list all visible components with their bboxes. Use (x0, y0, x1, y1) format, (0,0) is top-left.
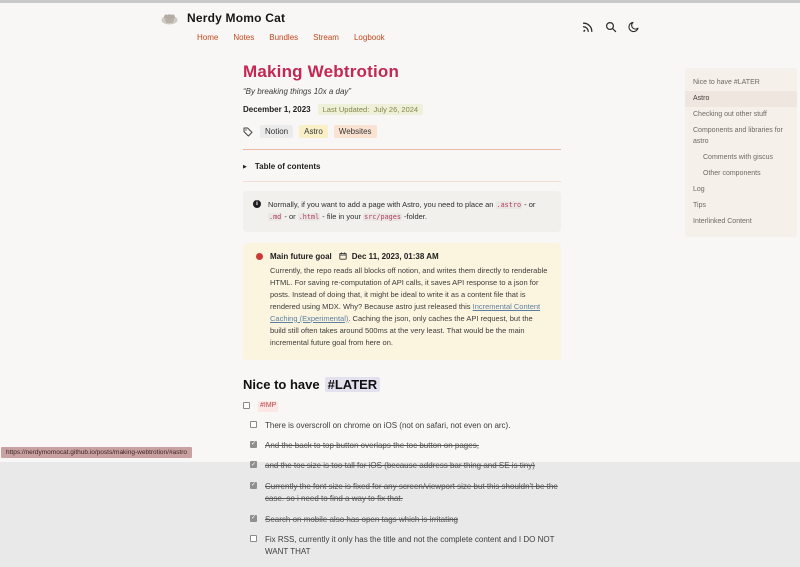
checkbox[interactable] (243, 402, 250, 409)
post-subtitle: “By breaking things 10x a day” (243, 87, 352, 96)
checklist-item-text: Currently the font size is fixed for any screen/viewport size but this shouldn't be the case. so i need to find a way to fix that. (265, 481, 558, 504)
goal-date: Dec 11, 2023, 01:38 AM (351, 251, 439, 261)
checklist-item-text: There is overscroll on chrome on iOS (not on safari, not even on arc). (265, 420, 511, 430)
post-tag[interactable]: Websites (334, 125, 377, 138)
toc-toggle[interactable] (243, 162, 561, 171)
main-nav (197, 33, 385, 42)
checkbox[interactable] (250, 421, 257, 428)
triangle-collapsed-icon: ▶ (243, 163, 247, 170)
info-callout (243, 191, 561, 232)
rss-icon[interactable] (582, 21, 594, 33)
goal-callout-header (256, 252, 549, 261)
checklist (243, 401, 561, 559)
checkbox[interactable] (250, 461, 257, 468)
nav-link[interactable]: Bundles (269, 33, 299, 42)
toc-item[interactable]: Checking out other stuff (693, 111, 767, 119)
later-hashtag: #LATER (325, 377, 381, 392)
inline-code: src/pages (364, 213, 401, 222)
checklist-item (250, 534, 561, 559)
nav-link[interactable]: Home (197, 33, 219, 42)
toc-item[interactable]: Components and libraries for astro (693, 127, 783, 145)
checklist-item-text: #IMP (258, 401, 278, 412)
site-title[interactable]: Nerdy Momo Cat (187, 11, 286, 25)
top-strip (0, 0, 800, 3)
checklist-item-text: And the back to top button overlaps the toc button on pages, (265, 440, 479, 450)
checklist-item (250, 514, 561, 526)
divider (243, 181, 561, 182)
goal-callout-body: Currently, the repo reads all blocks off notion, and writes them directly to renderable HTML. For saving re-computation of API calls, it saves API response to a json for posts. Instead of doing that, it might be ideal to write it as a content file that is rendered using MDX. Why? Because astro just released this Incremental Content Caching (Experimental). Caching the json, only caches the API request, but the build still often takes around 500ms at the very least. That would be the main incremental future goal from here on. (270, 265, 548, 347)
toc-sidebar (685, 68, 797, 237)
checklist-item (243, 401, 561, 412)
checklist-item-text: Fix RSS, currently it only has the title and not the complete content and I DO NOT WANT THAT (265, 534, 555, 557)
tag-icon (243, 127, 253, 137)
checkbox[interactable] (250, 535, 257, 542)
checklist-item (250, 481, 561, 506)
site-logo-icon[interactable] (160, 11, 179, 25)
inline-code: .md (269, 213, 282, 222)
toc-item[interactable]: Log (693, 185, 705, 193)
toc-item[interactable]: Astro (685, 91, 797, 107)
toc-item[interactable]: Nice to have #LATER (693, 79, 760, 86)
post-article (243, 62, 561, 567)
post-tag[interactable]: Astro (299, 125, 328, 138)
nav-link[interactable]: Notes (233, 33, 255, 42)
header-icons (582, 21, 640, 33)
status-bar-url: https://nerdymomocat.github.io/posts/making-webtrotion/#astro (1, 447, 192, 458)
publish-date: December 1, 2023 (243, 105, 311, 114)
post-tag[interactable]: Notion (260, 125, 293, 138)
nav-link[interactable]: Logbook (353, 33, 385, 42)
nav-link[interactable]: Stream (313, 33, 339, 42)
tags-row (243, 125, 561, 138)
checkbox[interactable] (250, 441, 257, 448)
brand-row (160, 11, 385, 25)
checkbox[interactable] (250, 482, 257, 489)
goal-callout (243, 243, 561, 360)
checklist-item-text: Search on mobile also has open tags which is irritating (265, 514, 458, 524)
checklist-item (250, 420, 561, 432)
checklist-item-text: and the toc size is too tall for iOS (because address bar thing and SE is tiny) (265, 461, 535, 471)
calendar-icon (339, 252, 347, 260)
last-updated-badge: Last Updated: July 26, 2024 (318, 104, 423, 115)
goal-title: Main future goal (270, 251, 332, 261)
tag-list (260, 125, 377, 138)
inline-code: .astro (496, 201, 522, 209)
site-header (160, 11, 385, 42)
divider (243, 149, 561, 150)
checklist-item (250, 440, 561, 452)
info-icon: i (253, 200, 261, 208)
incremental-content-caching-link[interactable]: Incremental Content Caching (Experimental) (270, 301, 541, 323)
red-dot-icon (256, 253, 263, 260)
toc-item[interactable]: Comments with giscus (703, 153, 774, 161)
checkbox[interactable] (250, 515, 257, 522)
toc-item[interactable]: Other components (703, 169, 761, 177)
dark-mode-moon-icon[interactable] (628, 21, 640, 33)
search-icon[interactable] (605, 21, 617, 33)
date-row (243, 104, 561, 115)
post-title: Making Webtrotion (243, 62, 400, 81)
info-callout-text: Normally, if you want to add a page with Astro, you need to place an .astro - or .md - or .html - file in your src/pages -folder. (268, 200, 536, 222)
inline-code: .html (298, 213, 320, 222)
toc-item[interactable]: Tips (693, 202, 706, 210)
toc-toggle-label: Table of contents (254, 162, 321, 171)
section-heading: Nice to have #LATER (243, 377, 561, 392)
toc-item[interactable]: Interlinked Content (693, 218, 752, 226)
checklist-item (250, 460, 561, 472)
